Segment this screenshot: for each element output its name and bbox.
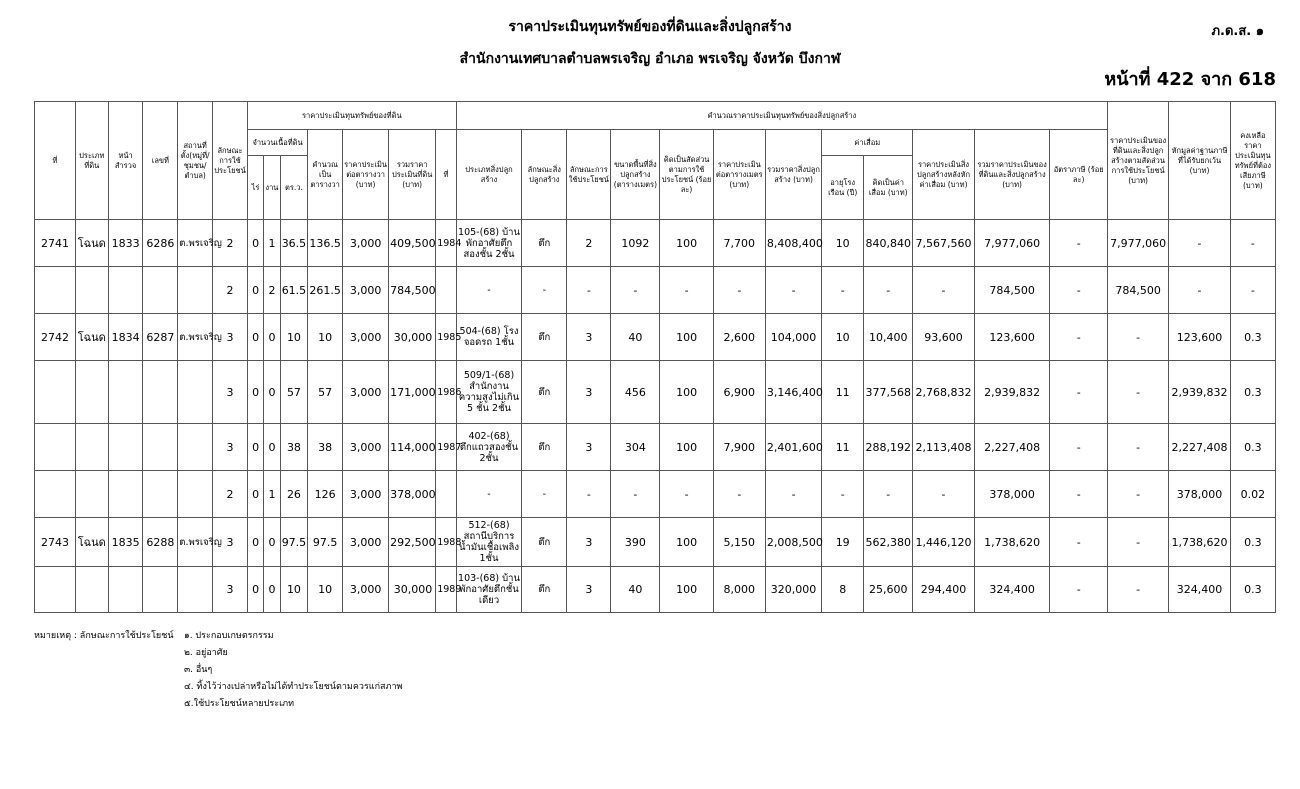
cell-bldg-no: 1987 — [436, 424, 457, 471]
cell-location: ต.พรเจริญ — [178, 518, 213, 567]
table-row — [35, 220, 1276, 267]
cell-price-per-wa: 3,000 — [343, 518, 389, 567]
col-bldg-type: ประเภทสิ่งปลูกสร้าง — [456, 130, 522, 220]
group-land-assessment: ราคาประเมินทุนทรัพย์ของที่ดิน — [247, 102, 456, 130]
cell-depr-val: 377,568 — [864, 361, 913, 424]
col-bldg-char: ลักษณะสิ่งปลูกสร้าง — [522, 130, 567, 220]
form-code: ภ.ด.ส. ๑ — [1211, 24, 1264, 39]
cell-bldg-char: - — [522, 267, 567, 314]
cell-wa: 26 — [280, 471, 308, 518]
cell-survey-page — [108, 567, 143, 613]
cell-bldg-use: 3 — [567, 567, 611, 613]
group-depreciation: ค่าเสื่อม — [822, 130, 913, 156]
cell-land-type — [75, 424, 108, 471]
cell-ngan: 0 — [264, 424, 280, 471]
cell-location: ต.พรเจริญ — [178, 314, 213, 361]
note-item: ๒. อยู่อาศัย — [184, 648, 228, 658]
cell-tax-rate: 0.3 — [1230, 567, 1275, 613]
cell-location — [178, 567, 213, 613]
col-survey-page: หน้าสำรวจ — [108, 102, 143, 220]
cell-price-per-sqm: 2,600 — [713, 314, 765, 361]
cell-age: 10 — [822, 314, 864, 361]
cell-price-per-sqm: - — [713, 267, 765, 314]
cell-bldg-total: 104,000 — [765, 314, 821, 361]
table-row — [35, 424, 1276, 471]
cell-exemption: - — [1107, 518, 1168, 567]
cell-tax-rate: - — [1230, 220, 1275, 267]
document-title: ราคาประเมินทุนทรัพย์ของที่ดินและสิ่งปลูกสร้าง — [508, 19, 792, 35]
cell-price-per-wa: 3,000 — [343, 424, 389, 471]
cell-land-use: 3 — [213, 314, 248, 361]
cell-price-per-sqm: 6,900 — [713, 361, 765, 424]
cell-wa: 36.5 — [280, 220, 308, 267]
cell-bldg-area: - — [611, 471, 660, 518]
cell-price-per-sqm: 7,700 — [713, 220, 765, 267]
cell-calc-wa: 261.5 — [308, 267, 343, 314]
cell-bldg-use: 3 — [567, 314, 611, 361]
cell-land-total: 409,500 — [389, 220, 436, 267]
col-ngan: งาน — [264, 156, 280, 220]
cell-bldg-no — [436, 267, 457, 314]
cell-land-use: 3 — [213, 518, 248, 567]
cell-prop-value: - — [1050, 471, 1107, 518]
note-item: ๓. อื่นๆ — [184, 665, 213, 675]
cell-number — [143, 424, 178, 471]
cell-bldg-total: 3,146,400 — [765, 361, 821, 424]
cell-bldg-area: 390 — [611, 518, 660, 567]
cell-total-value: 123,600 — [974, 314, 1050, 361]
group-land-area: จำนวนเนื้อที่ดิน — [247, 130, 307, 156]
cell-ngan: 1 — [264, 220, 280, 267]
cell-depr-val: 288,192 — [864, 424, 913, 471]
cell-bldg-after: 1,446,120 — [913, 518, 974, 567]
cell-bldg-char: ตึก — [522, 567, 567, 613]
cell-exemption: - — [1107, 471, 1168, 518]
cell-land-use: 2 — [213, 267, 248, 314]
col-exemption: หักมูลค่าฐานภาษีที่ได้รับยกเว้น (บาท) — [1169, 102, 1230, 220]
col-land-type: ประเภทที่ดิน — [75, 102, 108, 220]
cell-land-type: โฉนด — [75, 220, 108, 267]
cell-survey-page — [108, 267, 143, 314]
cell-tax-rate: 0.3 — [1230, 314, 1275, 361]
cell-land-use: 3 — [213, 424, 248, 471]
cell-no — [35, 424, 76, 471]
col-age: อายุโรงเรือน (ปี) — [822, 156, 864, 220]
col-tax-rate: อัตราภาษี (ร้อยละ) — [1050, 130, 1107, 220]
cell-price-per-wa: 3,000 — [343, 567, 389, 613]
cell-no — [35, 471, 76, 518]
cell-land-type: โฉนด — [75, 314, 108, 361]
cell-ngan: 0 — [264, 361, 280, 424]
note-item: ๑. ประกอบเกษตรกรรม — [184, 631, 274, 641]
cell-calc-wa: 10 — [308, 567, 343, 613]
assessment-table — [34, 101, 1276, 613]
col-remaining: คงเหลือราคาประเมินทุนทรัพย์ที่ต้องเสียภาษี (บาท) — [1230, 102, 1275, 220]
cell-no: 2741 — [35, 220, 76, 267]
cell-use-pct: 100 — [660, 361, 713, 424]
cell-exemption: - — [1107, 424, 1168, 471]
cell-calc-wa: 97.5 — [308, 518, 343, 567]
cell-bldg-use: 2 — [567, 220, 611, 267]
cell-bldg-char: ตึก — [522, 220, 567, 267]
cell-price-per-wa: 3,000 — [343, 361, 389, 424]
cell-total-value: 1,738,620 — [974, 518, 1050, 567]
cell-ngan: 0 — [264, 567, 280, 613]
notes-list — [184, 628, 402, 713]
cell-land-use: 2 — [213, 220, 248, 267]
cell-land-type — [75, 361, 108, 424]
cell-ngan: 1 — [264, 471, 280, 518]
cell-wa: 97.5 — [280, 518, 308, 567]
cell-number — [143, 361, 178, 424]
cell-bldg-type: - — [456, 267, 522, 314]
cell-price-per-wa: 3,000 — [343, 471, 389, 518]
cell-bldg-type: - — [456, 471, 522, 518]
cell-number — [143, 471, 178, 518]
cell-bldg-total: - — [765, 267, 821, 314]
cell-age: 19 — [822, 518, 864, 567]
col-no: ที่ — [35, 102, 76, 220]
cell-land-total: 30,000 — [389, 314, 436, 361]
cell-survey-page — [108, 361, 143, 424]
cell-tax-rate: 0.3 — [1230, 518, 1275, 567]
cell-remaining: - — [1169, 267, 1230, 314]
cell-bldg-no: 1989 — [436, 567, 457, 613]
col-rai: ไร่ — [247, 156, 263, 220]
cell-bldg-no: 1988 — [436, 518, 457, 567]
cell-number: 6286 — [143, 220, 178, 267]
cell-location — [178, 471, 213, 518]
cell-age: 8 — [822, 567, 864, 613]
col-number: เลขที่ — [143, 102, 178, 220]
cell-price-per-wa: 3,000 — [343, 267, 389, 314]
cell-land-total: 378,000 — [389, 471, 436, 518]
cell-calc-wa: 136.5 — [308, 220, 343, 267]
cell-rai: 0 — [247, 567, 263, 613]
cell-bldg-total: 2,008,500 — [765, 518, 821, 567]
cell-depr-val: 562,380 — [864, 518, 913, 567]
cell-land-use: 3 — [213, 361, 248, 424]
cell-no — [35, 567, 76, 613]
cell-bldg-after: - — [913, 471, 974, 518]
cell-use-pct: 100 — [660, 567, 713, 613]
cell-remaining: 1,738,620 — [1169, 518, 1230, 567]
cell-price-per-sqm: 7,900 — [713, 424, 765, 471]
cell-tax-rate: 0.3 — [1230, 424, 1275, 471]
cell-prop-value: - — [1050, 518, 1107, 567]
cell-number: 6287 — [143, 314, 178, 361]
col-bldg-use: ลักษณะการใช้ประโยชน์ — [567, 130, 611, 220]
cell-prop-value: - — [1050, 361, 1107, 424]
cell-wa: 10 — [280, 567, 308, 613]
cell-age: 10 — [822, 220, 864, 267]
table-row — [35, 518, 1276, 567]
cell-rai: 0 — [247, 314, 263, 361]
cell-depr-val: 25,600 — [864, 567, 913, 613]
cell-bldg-area: 456 — [611, 361, 660, 424]
cell-land-total: 292,500 — [389, 518, 436, 567]
cell-bldg-type: 504-(68) โรงจอดรถ 1ชั้น — [456, 314, 522, 361]
cell-wa: 10 — [280, 314, 308, 361]
cell-bldg-use: - — [567, 267, 611, 314]
cell-depr-val: 840,840 — [864, 220, 913, 267]
cell-bldg-type: 402-(68) ตึกแถวสองชั้น 2ชั้น — [456, 424, 522, 471]
cell-age: 11 — [822, 361, 864, 424]
document-subtitle: สำนักงานเทศบาลตำบลพรเจริญ อำเภอ พรเจริญ จังหวัด บึงกาฬ — [459, 51, 841, 67]
cell-rai: 0 — [247, 424, 263, 471]
cell-exemption: - — [1107, 314, 1168, 361]
cell-bldg-char: - — [522, 471, 567, 518]
cell-land-total: 30,000 — [389, 567, 436, 613]
cell-depr-val: - — [864, 267, 913, 314]
cell-survey-page — [108, 424, 143, 471]
col-land-total: รวมราคาประเมินที่ดิน (บาท) — [389, 130, 436, 220]
cell-remaining: 324,400 — [1169, 567, 1230, 613]
col-location: สถานที่ตั้ง(หมู่ที่/ชุมชน/ตำบล) — [178, 102, 213, 220]
cell-wa: 57 — [280, 361, 308, 424]
cell-total-value: 378,000 — [974, 471, 1050, 518]
col-depr-value: คิดเป็นค่าเสื่อม (บาท) — [864, 156, 913, 220]
cell-number — [143, 567, 178, 613]
cell-land-total: 171,000 — [389, 361, 436, 424]
cell-price-per-wa: 3,000 — [343, 220, 389, 267]
cell-exemption: - — [1107, 567, 1168, 613]
cell-calc-wa: 57 — [308, 361, 343, 424]
cell-bldg-char: ตึก — [522, 518, 567, 567]
cell-survey-page: 1833 — [108, 220, 143, 267]
cell-land-total: 784,500 — [389, 267, 436, 314]
col-total-value: รวมราคาประเมินของที่ดินและสิ่งปลูกสร้าง (บาท) — [974, 130, 1050, 220]
col-price-per-sqm: ราคาประเมินต่อตารางเมตร (บาท) — [713, 130, 765, 220]
cell-use-pct: 100 — [660, 424, 713, 471]
cell-bldg-area: 40 — [611, 567, 660, 613]
cell-land-type — [75, 471, 108, 518]
cell-calc-wa: 38 — [308, 424, 343, 471]
cell-bldg-total: - — [765, 471, 821, 518]
cell-exemption: 784,500 — [1107, 267, 1168, 314]
table-row — [35, 361, 1276, 424]
cell-survey-page: 1835 — [108, 518, 143, 567]
cell-rai: 0 — [247, 471, 263, 518]
cell-wa: 38 — [280, 424, 308, 471]
cell-age: - — [822, 471, 864, 518]
cell-land-type: โฉนด — [75, 518, 108, 567]
cell-total-value: 324,400 — [974, 567, 1050, 613]
col-bldg-area: ขนาดพื้นที่สิ่งปลูกสร้าง (ตารางเมตร) — [611, 130, 660, 220]
cell-no — [35, 361, 76, 424]
cell-prop-value: - — [1050, 314, 1107, 361]
cell-no: 2743 — [35, 518, 76, 567]
cell-rai: 0 — [247, 361, 263, 424]
cell-land-use: 3 — [213, 567, 248, 613]
cell-bldg-area: - — [611, 267, 660, 314]
cell-price-per-sqm: - — [713, 471, 765, 518]
cell-location: ต.พรเจริญ — [178, 220, 213, 267]
cell-land-use: 2 — [213, 471, 248, 518]
table-row — [35, 567, 1276, 613]
cell-land-type — [75, 567, 108, 613]
cell-location — [178, 424, 213, 471]
cell-rai: 0 — [247, 220, 263, 267]
cell-bldg-after: 93,600 — [913, 314, 974, 361]
cell-prop-value: - — [1050, 267, 1107, 314]
cell-bldg-after: 2,113,408 — [913, 424, 974, 471]
page-indicator: หน้าที่ 422 จาก 618 — [1104, 69, 1276, 90]
cell-prop-value: - — [1050, 220, 1107, 267]
col-bldg-total: รวมราคาสิ่งปลูกสร้าง (บาท) — [765, 130, 821, 220]
cell-total-value: 7,977,060 — [974, 220, 1050, 267]
col-prop-value: ราคาประเมินของที่ดินและสิ่งปลูกสร้างตามสัดส่วนการใช้ประโยชน์ (บาท) — [1107, 102, 1168, 220]
col-bldg-after-depr: ราคาประเมินสิ่งปลูกสร้างหลังหักค่าเสื่อม (บาท) — [913, 130, 974, 220]
cell-remaining: 2,227,408 — [1169, 424, 1230, 471]
cell-price-per-sqm: 5,150 — [713, 518, 765, 567]
cell-location — [178, 361, 213, 424]
cell-survey-page — [108, 471, 143, 518]
cell-bldg-no — [436, 471, 457, 518]
cell-bldg-total: 8,408,400 — [765, 220, 821, 267]
cell-use-pct: 100 — [660, 518, 713, 567]
col-use-pct: คิดเป็นสัดส่วนตามการใช้ประโยชน์ (ร้อยละ) — [660, 130, 713, 220]
cell-tax-rate: 0.02 — [1230, 471, 1275, 518]
cell-bldg-no: 1984 — [436, 220, 457, 267]
col-land-use: ลักษณะการใช้ประโยชน์ — [213, 102, 248, 220]
cell-bldg-after: 294,400 — [913, 567, 974, 613]
cell-total-value: 2,939,832 — [974, 361, 1050, 424]
cell-bldg-area: 304 — [611, 424, 660, 471]
cell-remaining: 123,600 — [1169, 314, 1230, 361]
cell-exemption: - — [1107, 361, 1168, 424]
cell-location — [178, 267, 213, 314]
cell-remaining: 378,000 — [1169, 471, 1230, 518]
cell-bldg-area: 1092 — [611, 220, 660, 267]
cell-bldg-use: 3 — [567, 424, 611, 471]
cell-price-per-wa: 3,000 — [343, 314, 389, 361]
cell-ngan: 0 — [264, 314, 280, 361]
note-item: ๕.ใช้ประโยชน์หลายประเภท — [184, 699, 295, 709]
cell-use-pct: - — [660, 471, 713, 518]
cell-bldg-type: 512-(68) สถานีบริการน้ำมันเชื้อเพลิง 1ชั้น — [456, 518, 522, 567]
table-body — [35, 220, 1276, 613]
cell-bldg-type: 509/1-(68) สำนักงานความสูงไม่เกิน 5 ชั้น 2ชั้น — [456, 361, 522, 424]
cell-bldg-after: - — [913, 267, 974, 314]
cell-depr-val: - — [864, 471, 913, 518]
cell-bldg-no: 1985 — [436, 314, 457, 361]
notes-label: หมายเหตุ : ลักษณะการใช้ประโยชน์ — [34, 631, 174, 641]
cell-survey-page: 1834 — [108, 314, 143, 361]
cell-land-total: 114,000 — [389, 424, 436, 471]
cell-number: 6288 — [143, 518, 178, 567]
cell-number — [143, 267, 178, 314]
cell-bldg-use: 3 — [567, 518, 611, 567]
cell-wa: 61.5 — [280, 267, 308, 314]
cell-calc-wa: 126 — [308, 471, 343, 518]
cell-exemption: 7,977,060 — [1107, 220, 1168, 267]
cell-use-pct: 100 — [660, 220, 713, 267]
cell-use-pct: 100 — [660, 314, 713, 361]
table-row — [35, 314, 1276, 361]
cell-tax-rate: 0.3 — [1230, 361, 1275, 424]
cell-total-value: 784,500 — [974, 267, 1050, 314]
cell-bldg-total: 2,401,600 — [765, 424, 821, 471]
col-calc-wa: คำนวณเป็นตารางวา — [308, 130, 343, 220]
cell-bldg-after: 2,768,832 — [913, 361, 974, 424]
cell-bldg-after: 7,567,560 — [913, 220, 974, 267]
cell-bldg-char: ตึก — [522, 361, 567, 424]
cell-bldg-char: ตึก — [522, 314, 567, 361]
group-building-assessment: คำนวณราคาประเมินทุนทรัพย์ของสิ่งปลูกสร้าง — [456, 102, 1107, 130]
cell-calc-wa: 10 — [308, 314, 343, 361]
cell-no — [35, 267, 76, 314]
cell-bldg-area: 40 — [611, 314, 660, 361]
col-wa: ตร.ว. — [280, 156, 308, 220]
cell-remaining: - — [1169, 220, 1230, 267]
cell-bldg-total: 320,000 — [765, 567, 821, 613]
cell-rai: 0 — [247, 267, 263, 314]
cell-bldg-type: 105-(68) บ้านพักอาศัยตึกสองชั้น 2ชั้น — [456, 220, 522, 267]
cell-bldg-type: 103-(68) บ้านพักอาศัยตึกชั้นเดียว — [456, 567, 522, 613]
cell-depr-val: 10,400 — [864, 314, 913, 361]
cell-use-pct: - — [660, 267, 713, 314]
cell-prop-value: - — [1050, 567, 1107, 613]
table-row — [35, 267, 1276, 314]
cell-bldg-use: - — [567, 471, 611, 518]
cell-bldg-no: 1986 — [436, 361, 457, 424]
cell-age: 11 — [822, 424, 864, 471]
cell-ngan: 0 — [264, 518, 280, 567]
cell-land-type — [75, 267, 108, 314]
note-item: ๔. ทิ้งไว้ว่างเปล่าหรือไม่ได้ทำประโยชน์ตามควรแก่สภาพ — [184, 682, 403, 692]
cell-tax-rate: - — [1230, 267, 1275, 314]
cell-no: 2742 — [35, 314, 76, 361]
cell-total-value: 2,227,408 — [974, 424, 1050, 471]
cell-age: - — [822, 267, 864, 314]
cell-bldg-use: 3 — [567, 361, 611, 424]
cell-rai: 0 — [247, 518, 263, 567]
cell-ngan: 2 — [264, 267, 280, 314]
cell-remaining: 2,939,832 — [1169, 361, 1230, 424]
cell-prop-value: - — [1050, 424, 1107, 471]
col-price-per-wa: ราคาประเมินต่อตารางวา (บาท) — [343, 130, 389, 220]
cell-bldg-char: ตึก — [522, 424, 567, 471]
table-row — [35, 471, 1276, 518]
cell-price-per-sqm: 8,000 — [713, 567, 765, 613]
col-bldg-no: ที่ — [436, 130, 457, 220]
